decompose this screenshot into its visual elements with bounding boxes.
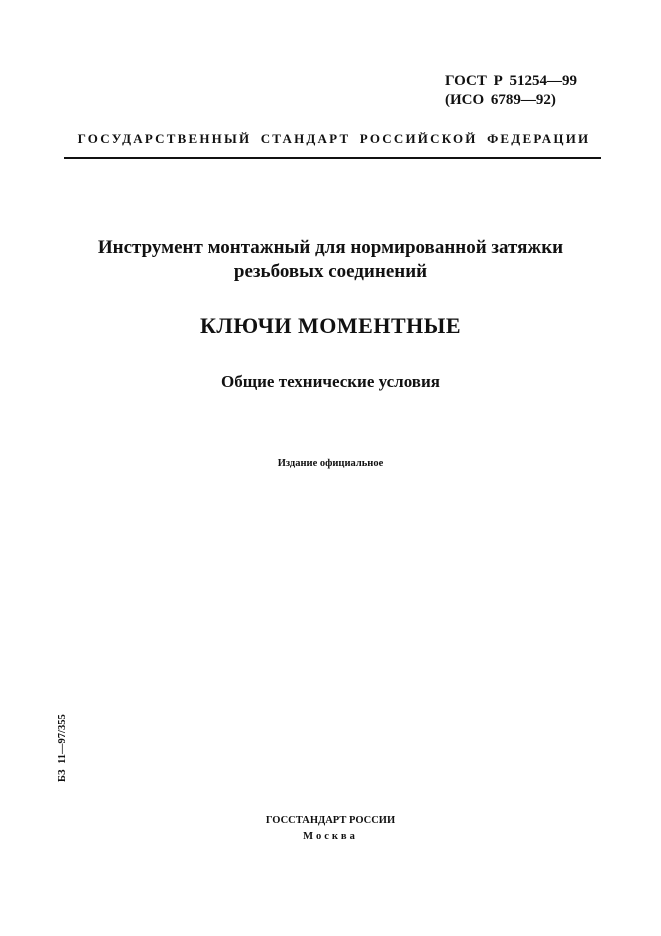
standard-code-gost: ГОСТ Р 51254—99 bbox=[445, 73, 578, 89]
document-subject: КЛЮЧИ МОМЕНТНЫЕ bbox=[199, 313, 462, 338]
standard-banner: ГОСУДАРСТВЕННЫЙ СТАНДАРТ РОССИЙСКОЙ ФЕДЕРАЦИИ bbox=[77, 131, 591, 146]
publisher-block bbox=[200, 813, 461, 845]
publisher-city: Москва bbox=[303, 831, 358, 842]
edition-label: Издание официальное bbox=[277, 458, 384, 469]
header-divider bbox=[64, 157, 601, 159]
standard-code bbox=[445, 72, 577, 110]
publisher-name: ГОССТАНДАРТ РОССИИ bbox=[265, 815, 396, 826]
document-subtitle: Общие технические условия bbox=[221, 372, 440, 391]
document-title bbox=[40, 236, 621, 284]
side-catalog-code: БЗ 11—97/355 bbox=[57, 714, 68, 782]
standard-code-iso: (ИСО 6789—92) bbox=[445, 92, 556, 108]
document-title-line-2: резьбовых соединений bbox=[233, 261, 428, 282]
document-title-line-1: Инструмент монтажный для нормированной затяжки bbox=[97, 237, 564, 258]
